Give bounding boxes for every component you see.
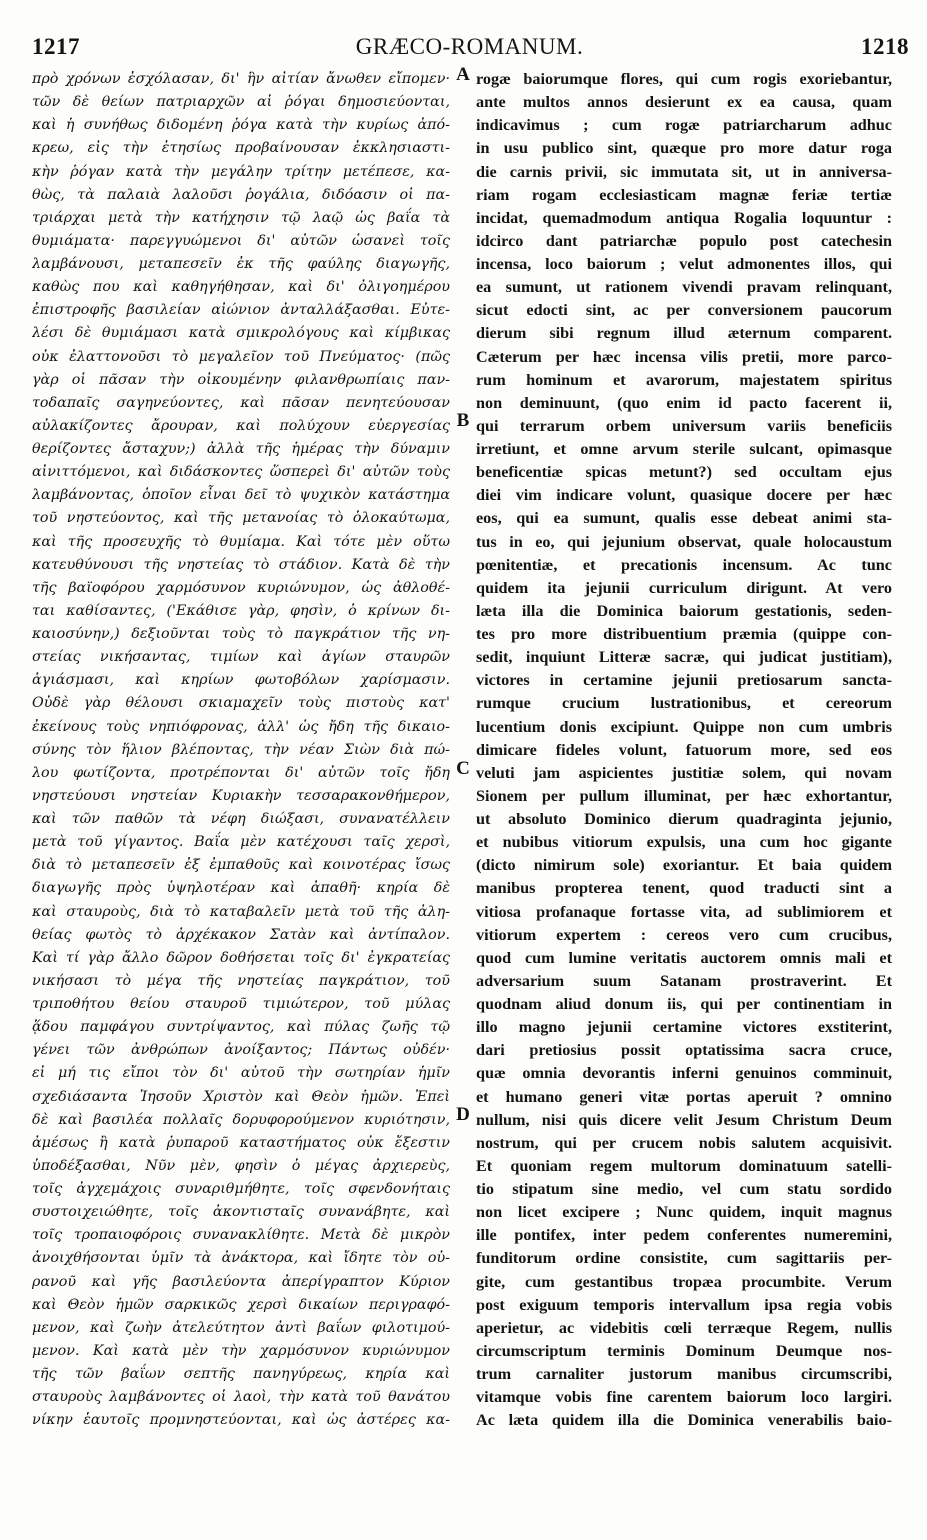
latin-text-line: non deminuunt, (quo enim id pacto facerent ii, [476, 393, 892, 412]
greek-text-line: σύνης τὸν ἥλιον βλέποντας, τὴν νέαν Σιὼν διὰ πώ- [32, 741, 450, 758]
page-number-right: 1218 [861, 34, 909, 59]
greek-text-line: τοδαπαῖς σαγηνεύοντες, καὶ πᾶσαν πενητεύουσαν [32, 394, 450, 411]
greek-text-line: λου φωτίζοντα, προτρέπονται δι' αὐτῶν τοῖς ἤδη [32, 764, 450, 781]
latin-text-line: dimicare fideles volunt, fatuorum more, sed eos [476, 740, 892, 759]
latin-text-line: ut absoluto Dominico dierum quadraginta jejunio, [476, 810, 892, 828]
latin-text-line: et humano generi vitæ portas aperuit ? omnino [476, 1087, 892, 1106]
latin-text-line: idcirco dant patriarchæ populo post catechesin [476, 231, 892, 250]
section-marker-b: B [456, 410, 470, 431]
greek-text-line: τριποθήτου θείου σταυροῦ τιμιώτερον, τοῦ μύλας [32, 996, 450, 1012]
latin-text-line: vitiosa profanaque fortasse vita, ad sublimiorem et [476, 902, 892, 921]
greek-text-line: καθὼς που καὶ καθηγήθησαν, καὶ δι' ὀλιγοημέρου [32, 279, 450, 296]
greek-text-line: λέσι δὲ θυμιάμασι κατὰ σμικρολόγους καὶ κίμβικας [32, 325, 450, 342]
latin-text-line: Ac læta quidem illa die Dominica venerabilis baio- [476, 1411, 892, 1430]
latin-text-line: qui terrarum orbem universum variis beneficiis [476, 416, 892, 435]
latin-text-line: eos, qui ea sumunt, qualis esse debeat animi sta- [476, 509, 892, 528]
greek-text-line: κατευθύνουσι τῆς νηστείας τὸ στάδιον. Κατὰ δὲ τὴν [32, 556, 450, 573]
latin-text-line: illo magno jejunii certamine victores exstiterint, [476, 1018, 892, 1037]
greek-text-line: ἐκείνους τοὺς νηπιόφρονας, ἀλλ' ὡς ἤδη τῆς δικαιο- [32, 718, 450, 735]
latin-text-line: læta illa die Dominica baiorum gestationis, seden- [476, 601, 892, 620]
greek-text-line: νικήσασι τὸ μέγα τῆς νηστείας παγκράτιον, τοῦ [32, 972, 450, 989]
latin-text-line: Sionem per pullum illuminat, per hæc exhortantur, [476, 786, 892, 805]
greek-text-line: λαμβάνοντας, ὁποῖον εἶναι δεῖ τὸ ψυχικὸν κατάστημα [32, 487, 450, 504]
latin-text-line: dari pretiosius possit optatissima sacra cruce, [476, 1041, 892, 1060]
greek-text-line: διὰ τὸ μεταπεσεῖν ἐξ ἐμπαθοῦς καὶ κοινοτέρας ἴσως [32, 857, 450, 874]
greek-text-line: Καὶ τί γὰρ ἄλλο δῶρον δοθήσεται τοῖς δι' ἐγκρατείας [32, 949, 450, 966]
latin-text-line: adversarium suum Satanam prostraverint. Et [476, 971, 892, 990]
latin-text-line: quodnam aliud donum iis, qui per continentiam in [476, 995, 892, 1013]
greek-text-line: συστοιχειώθητε, τοῖς ἀκοντισταῖς συνανάβητε, καὶ [32, 1204, 450, 1221]
greek-text-line: πρὸ χρόνων ἐσχόλασαν, δι' ἣν αἰτίαν ἄνωθεν εἴπομεν· [32, 71, 450, 87]
latin-text-line: vitamque vobis fine carentem baiorum loco largiri. [476, 1388, 892, 1407]
greek-text-line: ᾅδου παμφάγου συντρίψαντος, καὶ πύλας ζωῆς τῷ [32, 1019, 450, 1036]
greek-text-line: νηστεύουσι νηστείαν Κυριακὴν τεσσαρακονθήμερον, [32, 787, 450, 804]
latin-text-line: ante multos annos desierunt ex ea causa, quam [476, 93, 892, 112]
greek-text-line: τῆς βαϊοφόρου χαρμόσυνον κυριώνυμον, ὡς ἀθλοθέ- [32, 579, 450, 596]
greek-text-line: θὼς, τὰ παλαιὰ λαλοῦσι ῥογάλια, διδόασιν οἱ πα- [32, 186, 450, 203]
latin-text-line: nostrum, qui per crucem nobis salutem acquisivit. [476, 1133, 892, 1152]
latin-text-line: incensa, loco baiorum ; velut admonentes illos, qui [476, 255, 892, 273]
greek-text-line: τοῖς τροπαιοφόροις συνανακλίθητε. Μετὰ δὲ μικρὸν [32, 1227, 450, 1244]
greek-text-line: νίκην ἑαυτοῖς προμνηστεύονται, καὶ ὡς ἀστέρες κα- [32, 1412, 450, 1429]
latin-text-line: Cæterum per hæc incensa vilis pretii, more parco- [476, 347, 892, 366]
greek-text-line: θείας φωτὸς τὸ ἀρχέκακον Σατὰν καὶ ἀντίπαλον. [32, 926, 450, 943]
greek-text-line: τῆς τῶν βαΐων σεπτῆς πανηγύρεως, κηρία καὶ [32, 1366, 450, 1382]
greek-text-line: καὶ ἡ συνήθως διδομένη ῥόγα κατὰ τὴν κυρίως ἀπό- [32, 117, 450, 134]
greek-text-line: ἁγιάσμασι, καὶ κηρίων φωτοβόλων χαρίσμασιν. [32, 672, 450, 689]
latin-text-line: aperietur, ac videbitis cœli terræque Regem, nullis [476, 1318, 892, 1337]
greek-text-line: ὑποδέξασθαι, Νῦν μὲν, φησὶν ὁ μέγας ἀρχιερεὺς, [32, 1157, 450, 1174]
latin-text-line: funditorum ordine consistite, cum sagittariis per- [476, 1249, 892, 1268]
latin-text-line: tio stipatum sine medio, vel cum statu sordido [476, 1180, 892, 1198]
greek-text-line: στείας νικήσαντας, τιμίων καὶ ἁγίων σταυρῶν [32, 649, 450, 666]
latin-text-line: victores in certamine jejunii pretiosarum sancta- [476, 671, 892, 690]
running-header [30, 34, 909, 64]
latin-text-line: lucentium donis excipiunt. Quippe non cum umbris [476, 717, 892, 736]
greek-text-line: καὶ Θεὸν ἡμῶν σαρκικῶς χερσὶ δικαίων περιγραφό- [32, 1296, 450, 1313]
section-marker-a: A [456, 64, 470, 85]
greek-text-line: ται καθίσαντες, ('Εκάθισε γὰρ, φησὶν, ὁ κρίνων δι- [32, 602, 450, 619]
latin-text-line: beneficentiæ spicas metunt?) sed occultam ejus [476, 463, 892, 482]
greek-text-line: δὲ καὶ βασιλέα πολλαῖς δορυφορούμενον κυριότησιν, [32, 1111, 450, 1128]
greek-text-line: τῶν δὲ θείων πατριαρχῶν αἱ ῥόγαι δημοσιεύονται, [32, 94, 450, 111]
greek-text-line: καὶ τῆς προσευχῆς τὸ θυμίαμα. Καὶ τότε μὲν οὕτω [32, 533, 450, 550]
greek-text-line: γὰρ οἱ πᾶσαν τὴν οἰκουμένην φιλανθρωπίαις παν- [32, 371, 450, 388]
latin-text-line: quod cum lumine veritatis auctorem omnis mali et [476, 948, 892, 967]
greek-text-line: σχεδιάσαντα Ἰησοῦν Χριστὸν καὶ Θεὸν ἡμῶν. Ἐπεὶ [32, 1088, 450, 1105]
latin-text-line: sicut edocti sint, ac per conversionem paucorum [476, 301, 892, 320]
greek-text-line: μετὰ τοῦ γίγαντος. Βαΐα μὲν κατέχουσι ταῖς χερσὶ, [32, 834, 450, 851]
latin-text-line: nullum, nisi quis dicere velit Jesum Christum Deum [476, 1110, 892, 1129]
greek-text-line: εἰ μή τις εἴποι τὸν δι' αὐτοῦ τὴν σωτηρίαν ἡμῖν [32, 1065, 450, 1082]
latin-text-line: diei vim indicare volunt, quasique docere per hæc [476, 486, 892, 505]
latin-text-line: post exiguum temporis intervallum ipsa regia vobis [476, 1295, 892, 1314]
greek-text-line: μενον. Καὶ κατὰ μὲν τὴν χαρμόσυνον κυριώνυμον [32, 1342, 450, 1359]
latin-text-line: incidat, quemadmodum antiqua Rogalia loquuntur : [476, 208, 892, 227]
greek-text-line: ρανοῦ καὶ γῆς βασιλεύοντα ἀπερίγραπτον Κύριον [32, 1273, 450, 1290]
greek-text-line: καὶ τῶν παθῶν τὰ νέφη διώξασι, συνανατέλλειν [32, 811, 450, 827]
latin-text-line: rogæ baiorumque flores, qui cum rogis exoriebantur, [476, 70, 892, 88]
latin-text-line: ea sumunt, ut rationem vivendi pravam relinquant, [476, 278, 892, 297]
greek-text-line: μενον, καὶ ζωὴν ἀτελεύτητον ἀντὶ βαΐων φιλοτιμού- [32, 1319, 450, 1336]
latin-text-line: sedit, inquiunt Litteræ sacræ, qui judicat justitiam), [476, 648, 892, 667]
greek-text-line: τριάρχαι μετὰ τὴν κατήχησιν τῷ λαῷ ὡς βαΐα τὰ [32, 209, 450, 226]
latin-text-line: non licet excipere ; Nunc quidem, inquit magnus [476, 1203, 892, 1222]
greek-column [32, 68, 450, 1432]
latin-column [476, 68, 892, 1432]
latin-text-line: tes pro more distribuentium præmia (quippe con- [476, 625, 892, 643]
greek-text-line: Οὐδὲ γὰρ θέλουσι σκιαμαχεῖν τοὺς πιστοὺς κατ' [32, 695, 450, 712]
latin-text-line: pœnitentiæ, et precationis incensum. Ac tunc [476, 555, 892, 574]
greek-text-line: τοῖς ἀγχεμάχοις συναριθμήθητε, τοῖς σφενδονήταις [32, 1181, 450, 1197]
greek-text-line: ἐπιστροφῆς βασιλείαν αἰώνιον ἀνταλλάξασθαι. Εὐτε- [32, 302, 450, 319]
greek-text-line: θερίζοντες ἄσταχυν;) ἀλλὰ τῆς ἡμέρας τὴν δύναμιν [32, 441, 450, 457]
greek-text-line: σταυροὺς λαμβάνοντες οἱ λαοὶ, τὴν κατὰ τοῦ θανάτου [32, 1389, 450, 1406]
page-number-left: 1217 [32, 34, 80, 59]
greek-text-line: διαγωγῆς πρὸς ὑψηλοτέραν καὶ ἀπαθῆ· κηρία δὲ [32, 880, 450, 897]
greek-text-line: ἀνοιχθήσονται ὑμῖν τὰ ἀνάκτορα, καὶ ἴδητε τὸν οὐ- [32, 1250, 450, 1267]
latin-text-line: circumscriptum terminis Dominum Deumque nos- [476, 1341, 892, 1360]
greek-text-line: οὐκ ἐλαττονοῦσι τὸ μεγαλεῖον τοῦ Πνεύματος· (πῶς [32, 348, 450, 365]
latin-text-line: quæ omnia devorantis inferni genuinos comminuit, [476, 1064, 892, 1083]
latin-text-line: Et quoniam regem multorum dominatuum satelli- [476, 1156, 892, 1175]
latin-text-line: dierum sibi regnum illud æternum comparent. [476, 324, 892, 343]
latin-text-line: rum hominum et avarorum, majestatem spiritus [476, 370, 892, 389]
greek-text-line: κρεω, εἰς τὴν ἐτησίως προβαίνουσαν ἐκκλησιαστι- [32, 140, 450, 157]
latin-text-line: rumque crucium lustrationibus, et cereorum [476, 694, 892, 713]
latin-text-line: irretiunt, et omne arvum sterile sulcant, opimasque [476, 440, 892, 458]
running-title: GRÆCO-ROMANUM. [355, 34, 584, 59]
greek-text-line: καιοσύνην,) δεξιοῦνται τοὺς τὸ παγκράτιον τῆς νη- [32, 626, 450, 642]
greek-text-line: λαμβάνουσι, μεταπεσεῖν ἐκ τῆς φαύλης διαγωγῆς, [32, 256, 450, 272]
greek-text-line: κὴν ῥόγαν κατὰ τὴν μεγάλην τρίτην μετέπεσε, κα- [32, 163, 450, 180]
latin-text-line: quidem ita jejunii curriculum dirigunt. At vero [476, 578, 892, 597]
greek-text-line: καὶ σταυροὺς, διὰ τὸ καταβαλεῖν μετὰ τοῦ τῆς ἀλη- [32, 903, 450, 920]
latin-text-line: trum carnaliter justorum manibus circumscribi, [476, 1365, 892, 1383]
latin-text-line: riam rogam ecclesiasticam magnæ feriæ tertiæ [476, 185, 892, 204]
greek-text-line: αὐλακίζοντες ἄρουραν, καὶ πολύχουν εὐεργεσίας [32, 417, 450, 434]
greek-text-line: αἰνιττόμενοι, καὶ διδάσκοντες ὥσπερεὶ δι' αὐτῶν τοὺς [32, 464, 450, 481]
latin-text-line: tus in eo, qui jejunium observat, quale holocaustum [476, 532, 892, 551]
latin-text-line: die carnis privii, sic immutata sit, ut in anniversa- [476, 162, 892, 181]
greek-text-line: θυμιάματα· παρεγγυώμενοι δι' αὐτῶν ὡσανεὶ τοῖς [32, 232, 450, 249]
latin-text-line: veluti jam aspicientes justitiæ solem, qui novam [476, 763, 892, 782]
latin-text-line: vitiorum expertem : cereos vero cum crucibus, [476, 925, 892, 944]
greek-text-line: γένει τῶν ἀνθρώπων ἀνοίξαντος; Πάντως οὐδέν· [32, 1042, 450, 1059]
latin-text-line: ille pontifex, inter pedem conferentes numeremini, [476, 1226, 892, 1245]
latin-text-line: indicavimus ; cum rogæ patriarcharum adhuc [476, 116, 892, 135]
greek-text-line: ἀμέσως ἢ κατὰ ῥυπαροῦ καταστήματος οὐκ ἔξεστιν [32, 1134, 450, 1151]
latin-text-line: in usu publico sint, quæque pro more datur roga [476, 139, 892, 158]
latin-text-line: et nubibus vitiorum expulsis, una cum hoc gigante [476, 833, 892, 852]
greek-text-line: τοῦ νηστεύοντος, καὶ τῆς μετανοίας τὸ ὁλοκαύτωμα, [32, 510, 450, 527]
latin-text-line: (dicto nimirum sole) exoriantur. Et baia quidem [476, 856, 892, 875]
section-marker-d: D [456, 1104, 470, 1125]
latin-text-line: gite, cum gestantibus tropæa procumbite. Verum [476, 1272, 892, 1291]
section-marker-c: C [456, 758, 470, 779]
latin-text-line: manibus propterea tenent, quod traducti sint a [476, 879, 892, 898]
